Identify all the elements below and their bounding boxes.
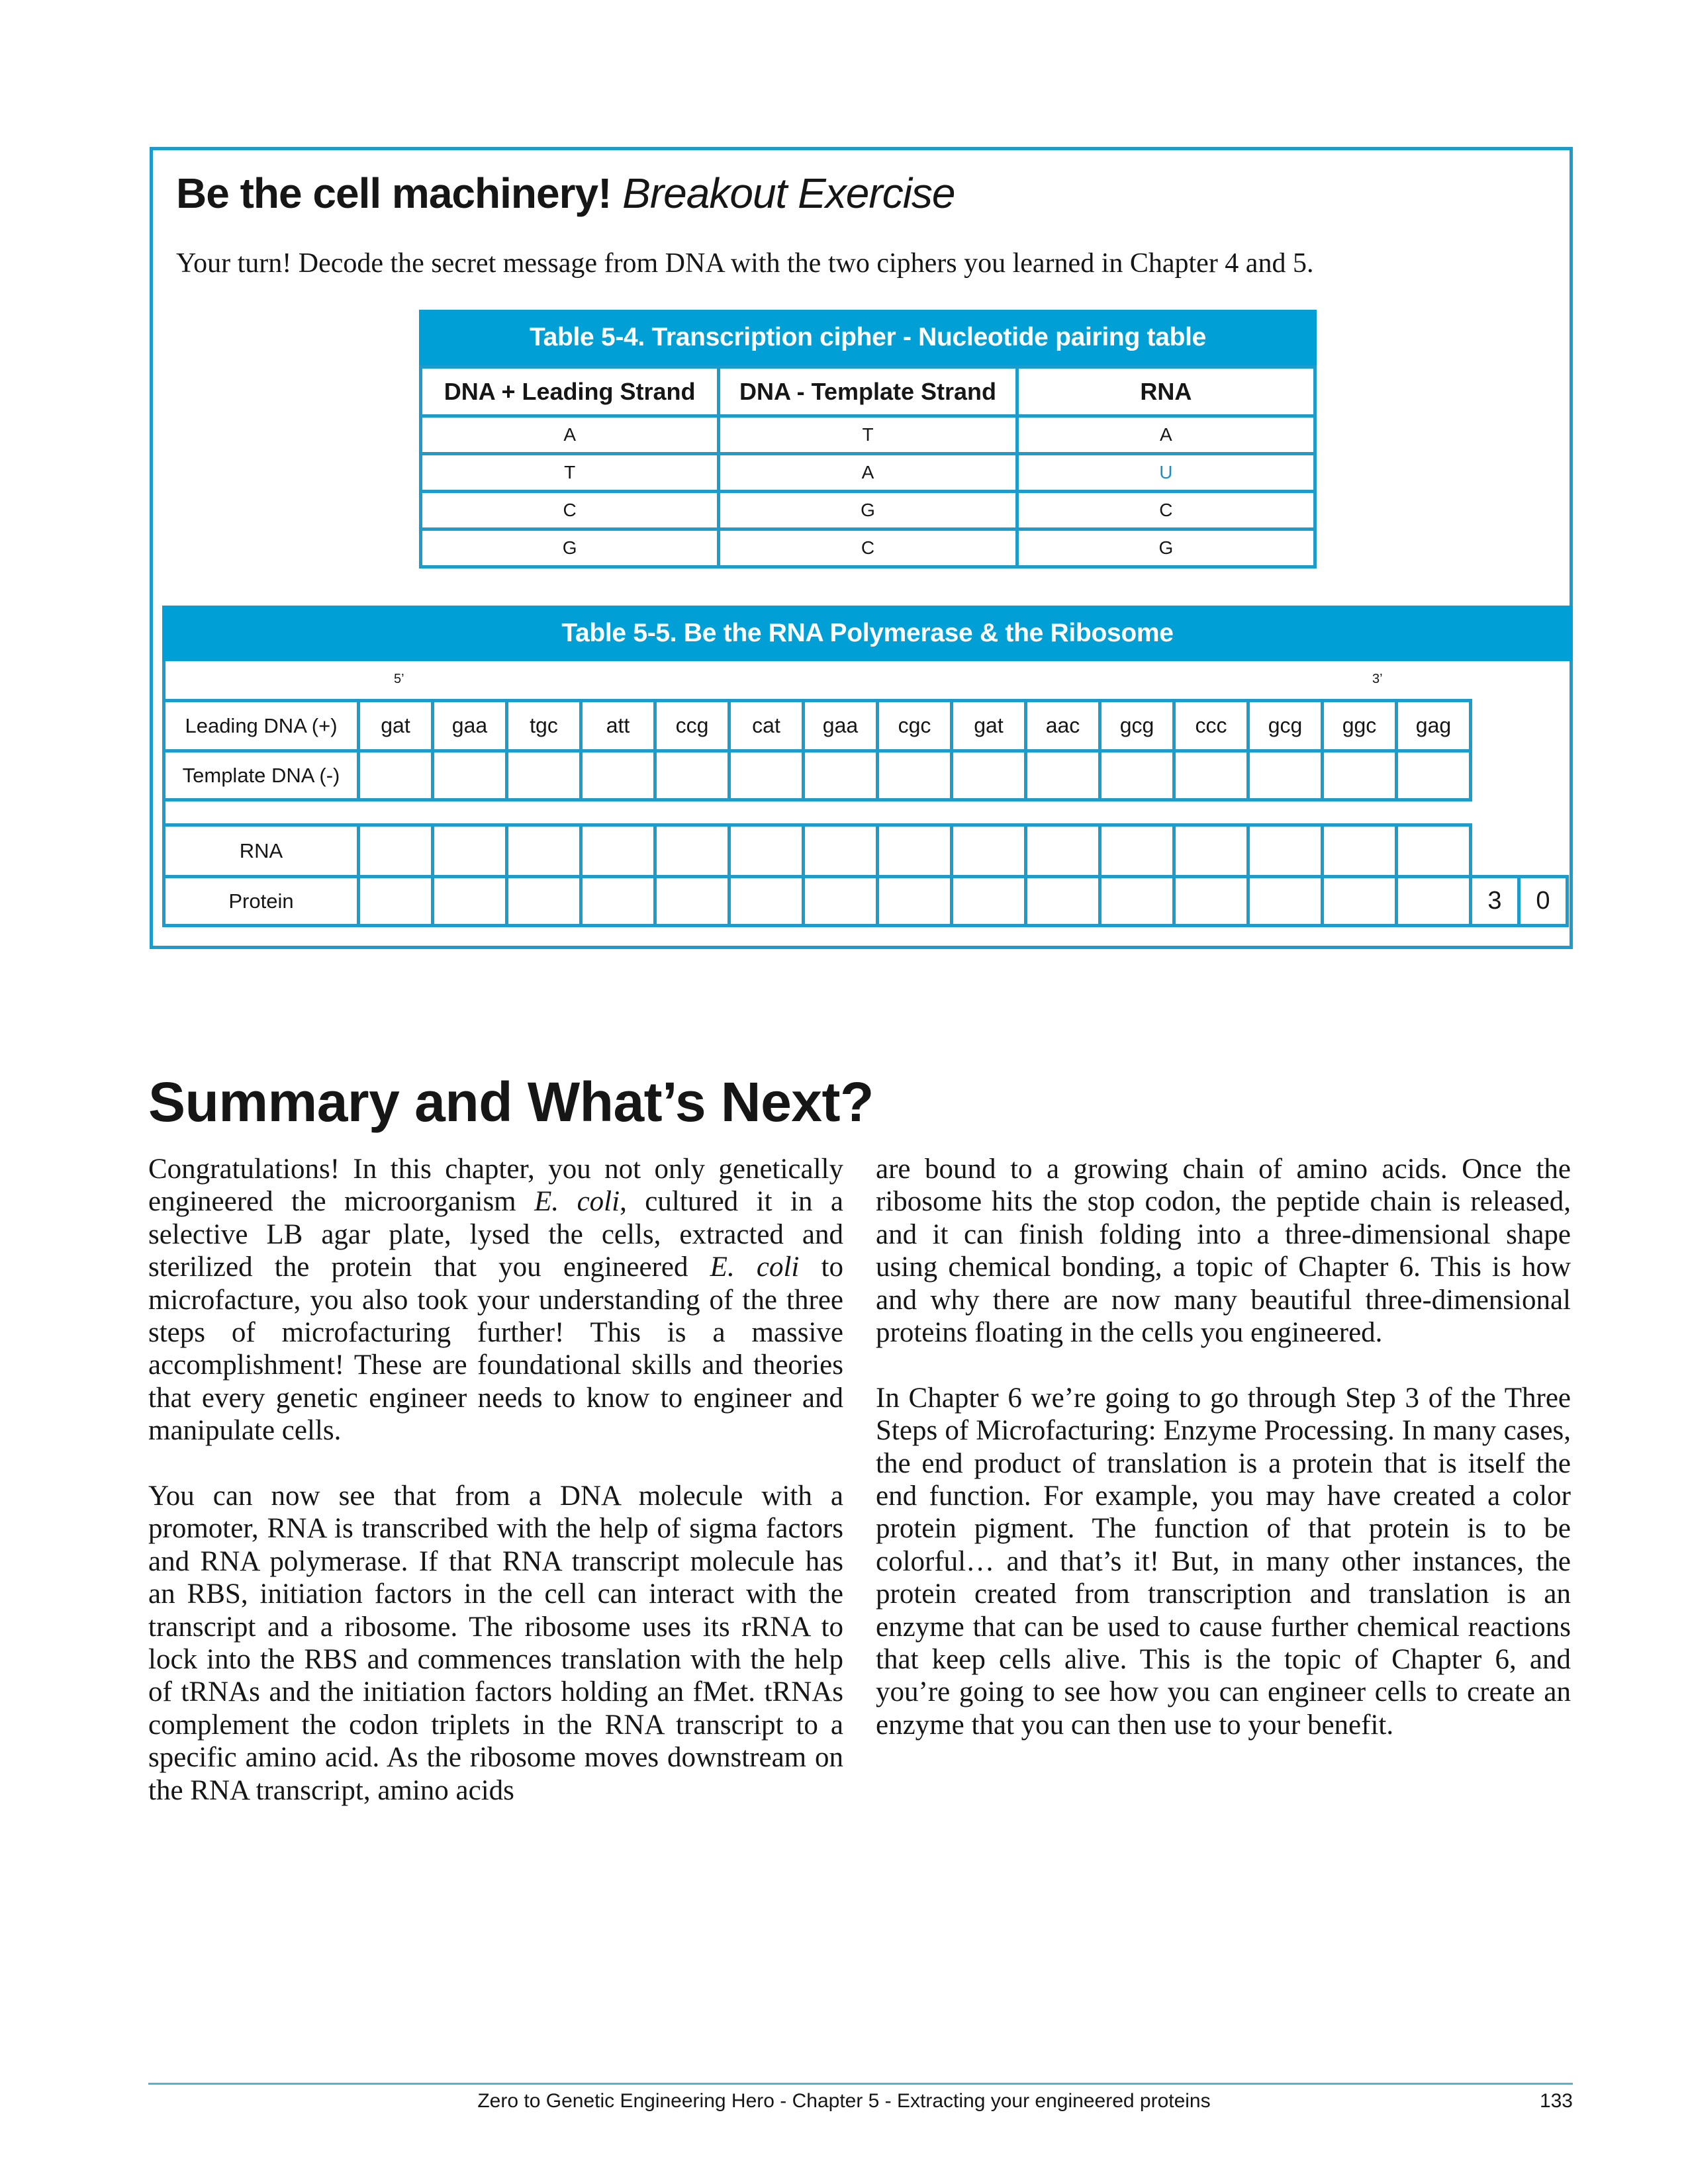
- rna-codon-input[interactable]: [1395, 823, 1472, 878]
- rna-codon-input[interactable]: [727, 823, 805, 878]
- codon-cell: gat: [357, 699, 434, 752]
- template-codon-input[interactable]: [653, 749, 731, 801]
- breakout-title-bold: Be the cell machinery!: [176, 169, 612, 217]
- table-cell: G: [421, 529, 719, 567]
- protein-input[interactable]: [653, 875, 731, 927]
- species-name-italic: E. coli: [534, 1186, 620, 1218]
- rna-codon-input[interactable]: [653, 823, 731, 878]
- rna-codon-input[interactable]: [1172, 823, 1250, 878]
- rna-codon-input[interactable]: [950, 823, 1027, 878]
- codon-cell: cat: [727, 699, 805, 752]
- table-header-row: [421, 367, 1315, 416]
- summary-column-left: [148, 1153, 843, 1840]
- codon-cell: ccg: [653, 699, 731, 752]
- protein-input[interactable]: [431, 875, 508, 927]
- template-codon-input[interactable]: [505, 749, 583, 801]
- rna-codon-input[interactable]: [357, 823, 434, 878]
- rna-codon-input[interactable]: [876, 823, 953, 878]
- three-prime-label: 3’: [1372, 672, 1383, 686]
- template-codon-input[interactable]: [950, 749, 1027, 801]
- row-label-rna: RNA: [162, 823, 360, 878]
- column-header: DNA - Template Strand: [719, 367, 1017, 416]
- template-codon-input[interactable]: [876, 749, 953, 801]
- protein-input[interactable]: [357, 875, 434, 927]
- rna-codon-input[interactable]: [1024, 823, 1102, 878]
- template-codon-input[interactable]: [727, 749, 805, 801]
- protein-input[interactable]: [1395, 875, 1472, 927]
- page-number: 133: [1539, 2090, 1573, 2112]
- template-codon-input[interactable]: [1395, 749, 1472, 801]
- protein-row: [162, 875, 1569, 927]
- table-row: [421, 529, 1315, 567]
- table-caption: Table 5-4. Transcription cipher - Nucleotide pairing table: [419, 310, 1317, 365]
- codon-cell: gaa: [802, 699, 879, 752]
- protein-input[interactable]: [579, 875, 657, 927]
- rna-codon-input[interactable]: [579, 823, 657, 878]
- codon-cell: att: [579, 699, 657, 752]
- column-header: RNA: [1017, 367, 1315, 416]
- protein-input[interactable]: [950, 875, 1027, 927]
- protein-input[interactable]: [727, 875, 805, 927]
- table-cell: C: [1017, 492, 1315, 529]
- table-row: [421, 454, 1315, 492]
- table-cell: C: [421, 492, 719, 529]
- breakout-title: [176, 167, 955, 220]
- codon-cell: gaa: [431, 699, 508, 752]
- breakout-title-italic: Breakout Exercise: [622, 169, 955, 217]
- summary-paragraph-3: are bound to a growing chain of amino acids. Once the ribosome hits the stop codon, the peptide chain is released, and it can finish folding into a three-dimensional shape using chemical bonding, a topic of Chapter 6. This is how and why there are now many beautiful three-dimensional proteins floating in the cells you engineered.: [876, 1154, 1571, 1349]
- rna-codon-input[interactable]: [431, 823, 508, 878]
- codon-cell: gcg: [1246, 699, 1324, 752]
- table-cell: T: [719, 416, 1017, 454]
- template-codon-input[interactable]: [357, 749, 434, 801]
- codon-cell: gcg: [1098, 699, 1176, 752]
- table-cell: A: [1017, 416, 1315, 454]
- table-caption: Table 5-5. Be the RNA Polymerase & the Ribosome: [162, 606, 1573, 661]
- protein-input[interactable]: [1246, 875, 1324, 927]
- row-label-template-dna: Template DNA (-): [162, 749, 360, 801]
- rna-codon-input[interactable]: [1098, 823, 1176, 878]
- section-heading-summary: Summary and What’s Next?: [148, 1071, 874, 1133]
- codon-cell: gat: [950, 699, 1027, 752]
- template-codon-input[interactable]: [1246, 749, 1324, 801]
- leading-dna-row: [162, 699, 1472, 752]
- summary-column-right: [876, 1153, 1571, 1774]
- row-label-leading-dna: Leading DNA (+): [162, 699, 360, 752]
- rna-codon-input[interactable]: [1321, 823, 1398, 878]
- table-cell: G: [719, 492, 1017, 529]
- protein-input[interactable]: [1321, 875, 1398, 927]
- extra-cell-0: 0: [1517, 875, 1569, 927]
- protein-input[interactable]: [1024, 875, 1102, 927]
- codon-cell: gag: [1395, 699, 1472, 752]
- codon-cell: ccc: [1172, 699, 1250, 752]
- template-codon-input[interactable]: [1098, 749, 1176, 801]
- table-row: [421, 492, 1315, 529]
- template-codon-input[interactable]: [1024, 749, 1102, 801]
- protein-input[interactable]: [1098, 875, 1176, 927]
- table-cell: T: [421, 454, 719, 492]
- codon-cell: ggc: [1321, 699, 1398, 752]
- protein-input[interactable]: [876, 875, 953, 927]
- protein-input[interactable]: [505, 875, 583, 927]
- extra-cell-3: 3: [1469, 875, 1521, 927]
- column-header: DNA + Leading Strand: [421, 367, 719, 416]
- codon-cell: cgc: [876, 699, 953, 752]
- text-run: Congratulations! In this chapter, you not only genetically engineered the microorganism: [148, 1154, 843, 1218]
- table-cell: A: [719, 454, 1017, 492]
- summary-paragraph-4: In Chapter 6 we’re going to go through Step 3 of the Three Steps of Microfacturing: Enzyme Processing. In many cases, the end product of translation is a protein that is itself the end function. For example, you may have created a color protein pigment. The function of that protein is to be colorful… and that’s it! But, in many other instances, the protein created from transcription and translation is an enzyme that can be used to cause further chemical reactions that keep cells alive. This is the topic of Chapter 6, and you’re going to see how you can engineer cells to create an enzyme that you can then use to your benefit.: [876, 1382, 1571, 1741]
- row-label-protein: Protein: [162, 875, 360, 927]
- codon-cell: tgc: [505, 699, 583, 752]
- table-row: [421, 416, 1315, 454]
- table-transcription-cipher: [419, 310, 1317, 569]
- text-run: to microfacture, you also took your understanding of the three steps of microfacturing further! This is a massive accomplishment! These are foundational skills and theories that every genetic engineer needs to know to engineer and manipulate cells.: [148, 1251, 843, 1447]
- five-prime-label: 5’: [394, 672, 404, 686]
- template-codon-input[interactable]: [431, 749, 508, 801]
- rna-codon-input[interactable]: [1246, 823, 1324, 878]
- table-cell: A: [421, 416, 719, 454]
- species-name-italic: E. coli: [710, 1251, 800, 1283]
- rna-codon-input[interactable]: [802, 823, 879, 878]
- template-codon-input[interactable]: [802, 749, 879, 801]
- table-cell: C: [719, 529, 1017, 567]
- template-codon-input[interactable]: [1321, 749, 1398, 801]
- nucleotide-pairing-table: [419, 365, 1317, 569]
- template-dna-row: [162, 749, 1472, 801]
- text-run: , cultured it in a selective LB agar plate, lysed the cells, extracted and sterilized the protein that you engineered: [148, 1186, 844, 1283]
- footer-running-title: Zero to Genetic Engineering Hero - Chapter 5 - Extracting your engineered proteins: [477, 2090, 1211, 2112]
- codon-cell: aac: [1024, 699, 1102, 752]
- template-codon-input[interactable]: [579, 749, 657, 801]
- table-frame-right: [1570, 661, 1573, 927]
- table-cell: G: [1017, 529, 1315, 567]
- table-cell-uracil-highlight: U: [1017, 454, 1315, 492]
- rna-codon-input[interactable]: [505, 823, 583, 878]
- protein-input[interactable]: [1172, 875, 1250, 927]
- protein-input[interactable]: [802, 875, 879, 927]
- summary-paragraph-2: You can now see that from a DNA molecule with a promoter, RNA is transcribed with the help of sigma factors and RNA polymerase. If that RNA transcript molecule has an RBS, initiation factors in the cell can interact with the transcript and a ribosome. The ribosome uses its rRNA to lock into the RBS and commences translation with the help of tRNAs and the initiation factors holding an fMet. tRNAs complement the codon triplets in the RNA transcript to a specific amino acid. As the ribosome moves downstream on the RNA transcript, amino acids: [148, 1480, 843, 1806]
- rna-row: [162, 823, 1472, 878]
- breakout-intro: Your turn! Decode the secret message from DNA with the two ciphers you learned in Chapter 4 and 5.: [176, 248, 1314, 279]
- summary-paragraph-1: [148, 1153, 843, 1447]
- template-codon-input[interactable]: [1172, 749, 1250, 801]
- table-rna-polymerase-ribosome: [162, 606, 1573, 927]
